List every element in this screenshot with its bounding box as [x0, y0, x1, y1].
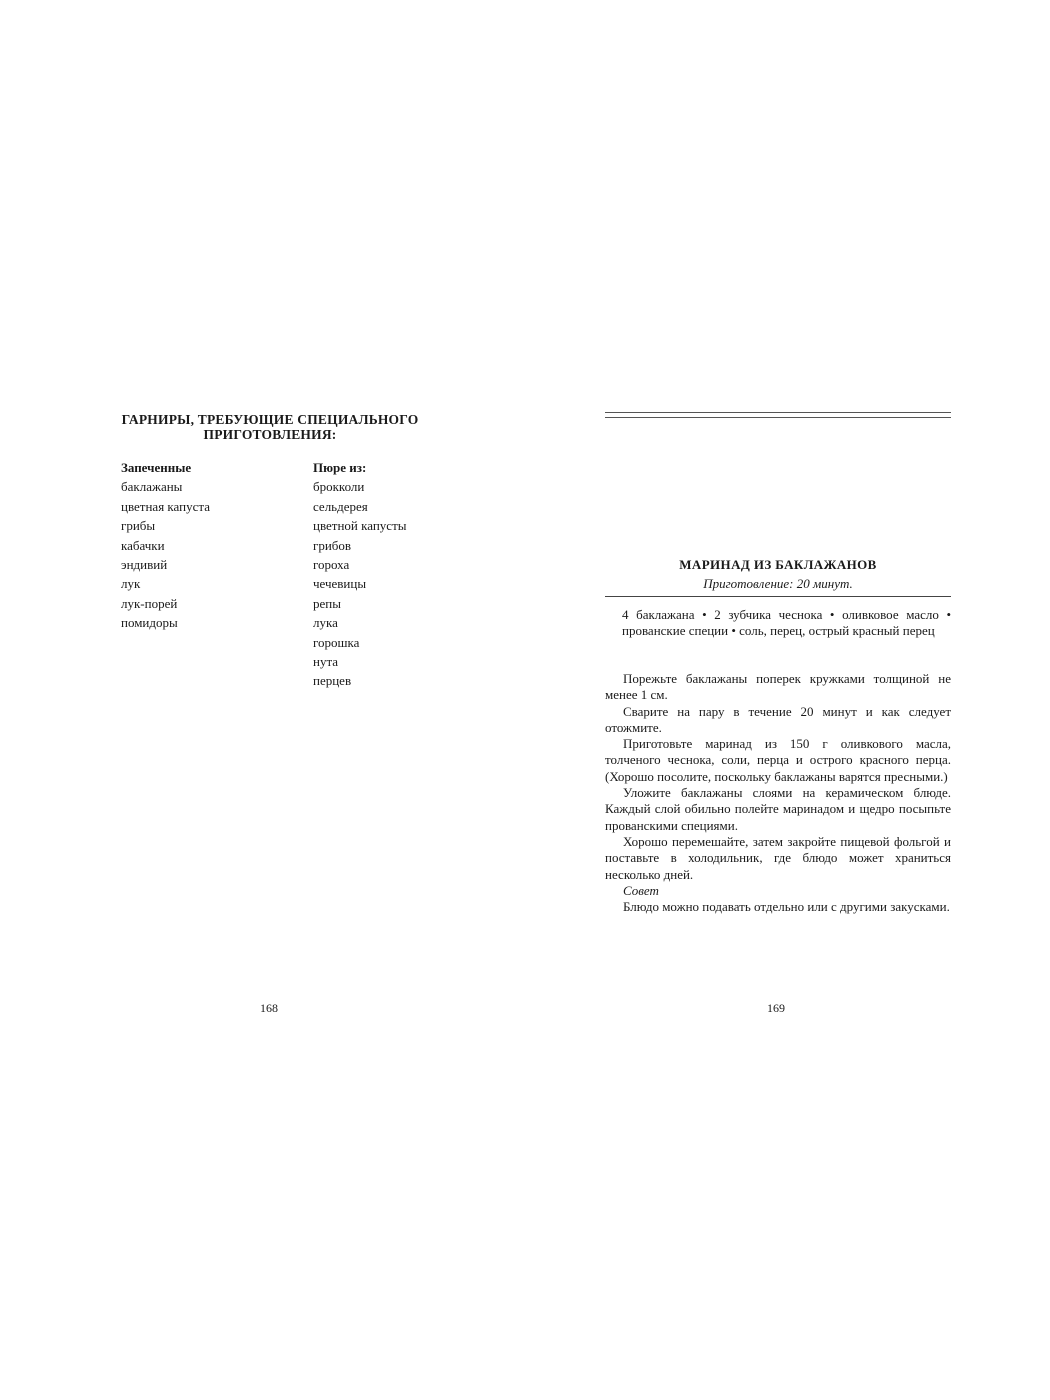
- page-title: ГАРНИРЫ, ТРЕБУЮЩИЕ СПЕЦИАЛЬНОГО ПРИГОТОВЛЕНИЯ:: [121, 412, 419, 442]
- page-number: 168: [260, 1001, 278, 1015]
- puree-column: [313, 458, 493, 691]
- list-item: перцев: [313, 673, 352, 689]
- list-item: брокколи: [313, 479, 365, 495]
- right-page: [525, 0, 1050, 1400]
- instruction-paragraph: Приготовьте маринад из 150 г оливкового масла, толченого чеснока, соли, перца и острого красного перца. (Хорошо посолите, поскольку баклажаны варятся пресными.): [605, 736, 951, 784]
- list-item: чечевицы: [313, 576, 367, 592]
- recipe-instructions: [605, 671, 951, 915]
- list-item: репы: [313, 595, 341, 611]
- tip-text: Блюдо можно подавать отдельно или с другими закусками.: [623, 899, 950, 915]
- tip-label: Совет: [623, 882, 659, 898]
- list-item: гороха: [313, 556, 350, 572]
- instruction-paragraph: Порежьте баклажаны поперек кружками толщиной не менее 1 см.: [605, 671, 951, 703]
- instruction-paragraph: Уложите баклажаны слоями на керамическом блюде. Каждый слой обильно полейте маринадом и щедро посыпьте прованскими специями.: [605, 785, 951, 833]
- prep-time: Приготовление: 20 минут.: [703, 576, 853, 591]
- divider: [605, 596, 951, 597]
- list-item: лук-порей: [121, 595, 178, 611]
- ingredients-list: 4 баклажана • 2 зубчика чеснока • оливковое масло • прованские специи • соль, перец, острый красный перец: [622, 607, 951, 639]
- list-item: баклажаны: [121, 479, 183, 495]
- instruction-paragraph: Сварите на пару в течение 20 минут и как следует отожмите.: [605, 703, 951, 735]
- header-double-rule: [605, 412, 951, 418]
- list-item: грибов: [313, 537, 352, 553]
- list-item: горошка: [313, 634, 360, 650]
- list-item: эндивий: [121, 556, 168, 572]
- list-item: лука: [313, 615, 338, 631]
- column-heading: Пюре из:: [313, 460, 367, 475]
- instruction-paragraph: Хорошо перемешайте, затем закройте пищевой фольгой и поставьте в холодильник, где блюдо может храниться несколько дней.: [605, 833, 951, 882]
- page-number: 169: [767, 1001, 785, 1015]
- list-item: нута: [313, 653, 339, 669]
- baked-column: [121, 458, 301, 633]
- list-item: лук: [121, 576, 141, 592]
- list-item: цветная капуста: [121, 498, 210, 514]
- list-item: кабачки: [121, 537, 165, 553]
- column-heading: Запеченные: [121, 460, 192, 475]
- baked-list: [121, 477, 301, 632]
- list-item: грибы: [121, 518, 156, 534]
- recipe-title: МАРИНАД ИЗ БАКЛАЖАНОВ: [679, 557, 877, 572]
- list-item: цветной капусты: [313, 518, 407, 534]
- puree-list: [313, 477, 493, 690]
- list-item: сельдерея: [313, 498, 368, 514]
- list-item: помидоры: [121, 615, 178, 631]
